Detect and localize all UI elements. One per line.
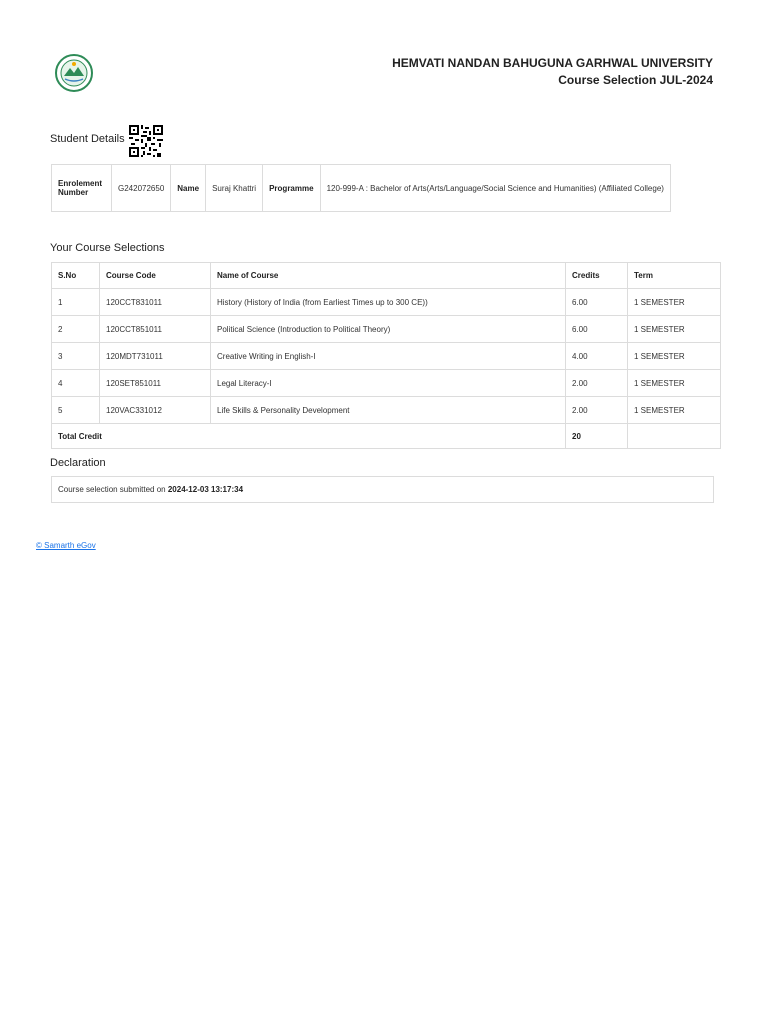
row-credits: 6.00	[566, 289, 628, 316]
enrolment-label: Enrolement Number	[52, 165, 112, 212]
total-credit-row	[52, 424, 721, 449]
row-sno: 4	[52, 370, 100, 397]
row-term: 1 SEMESTER	[628, 397, 721, 424]
table-row	[52, 289, 721, 316]
row-credits: 6.00	[566, 316, 628, 343]
row-credits: 4.00	[566, 343, 628, 370]
page-subtitle: Course Selection JUL-2024	[558, 73, 713, 87]
programme-value: 120-999-A : Bachelor of Arts(Arts/Language/Social Science and Humanities) (Affiliated College)	[320, 165, 670, 212]
header-titles	[392, 55, 713, 89]
university-name: HEMVATI NANDAN BAHUGUNA GARHWAL UNIVERSITY	[392, 56, 713, 70]
column-header-course-code: Course Code	[100, 263, 211, 289]
row-course-name: History (History of India (from Earliest Times up to 300 CE))	[211, 289, 566, 316]
programme-label: Programme	[263, 165, 320, 212]
column-header-credits: Credits	[566, 263, 628, 289]
student-details-table	[51, 164, 671, 212]
row-term: 1 SEMESTER	[628, 289, 721, 316]
table-row	[52, 343, 721, 370]
university-logo-icon	[55, 54, 93, 92]
row-sno: 3	[52, 343, 100, 370]
submission-timestamp: 2024-12-03 13:17:34	[167, 485, 244, 494]
total-credit-empty-cell	[628, 424, 721, 449]
declaration-box	[51, 476, 714, 503]
column-header-term: Term	[628, 263, 721, 289]
row-course-code: 120CCT831011	[100, 289, 211, 316]
column-header-course-name: Name of Course	[211, 263, 566, 289]
row-course-code: 120VAC331012	[100, 397, 211, 424]
row-credits: 2.00	[566, 370, 628, 397]
row-course-code: 120SET851011	[100, 370, 211, 397]
row-course-code: 120CCT851011	[100, 316, 211, 343]
row-term: 1 SEMESTER	[628, 370, 721, 397]
course-selections-heading: Your Course Selections	[50, 242, 165, 254]
samarth-egov-link[interactable]: © Samarth eGov	[36, 541, 96, 550]
declaration-text: Course selection submitted on	[58, 485, 168, 494]
row-sno: 2	[52, 316, 100, 343]
name-label: Name	[171, 165, 206, 212]
student-details-heading: Student Details	[50, 133, 125, 145]
column-header-sno: S.No	[52, 263, 100, 289]
row-sno: 5	[52, 397, 100, 424]
declaration-heading: Declaration	[50, 457, 106, 469]
total-credit-value: 20	[566, 424, 628, 449]
row-term: 1 SEMESTER	[628, 316, 721, 343]
row-credits: 2.00	[566, 397, 628, 424]
row-term: 1 SEMESTER	[628, 343, 721, 370]
total-credit-label: Total Credit	[52, 424, 566, 449]
row-course-name: Legal Literacy-I	[211, 370, 566, 397]
table-row	[52, 316, 721, 343]
table-row	[52, 370, 721, 397]
name-value: Suraj Khattri	[206, 165, 263, 212]
qr-code-icon	[129, 125, 163, 157]
row-course-code: 120MDT731011	[100, 343, 211, 370]
row-course-name: Creative Writing in English-I	[211, 343, 566, 370]
enrolment-value: G242072650	[112, 165, 171, 212]
student-details-row	[52, 165, 671, 212]
row-course-name: Political Science (Introduction to Political Theory)	[211, 316, 566, 343]
table-header-row	[52, 263, 721, 289]
row-sno: 1	[52, 289, 100, 316]
course-selections-table	[51, 262, 721, 449]
row-course-name: Life Skills & Personality Development	[211, 397, 566, 424]
table-row	[52, 397, 721, 424]
